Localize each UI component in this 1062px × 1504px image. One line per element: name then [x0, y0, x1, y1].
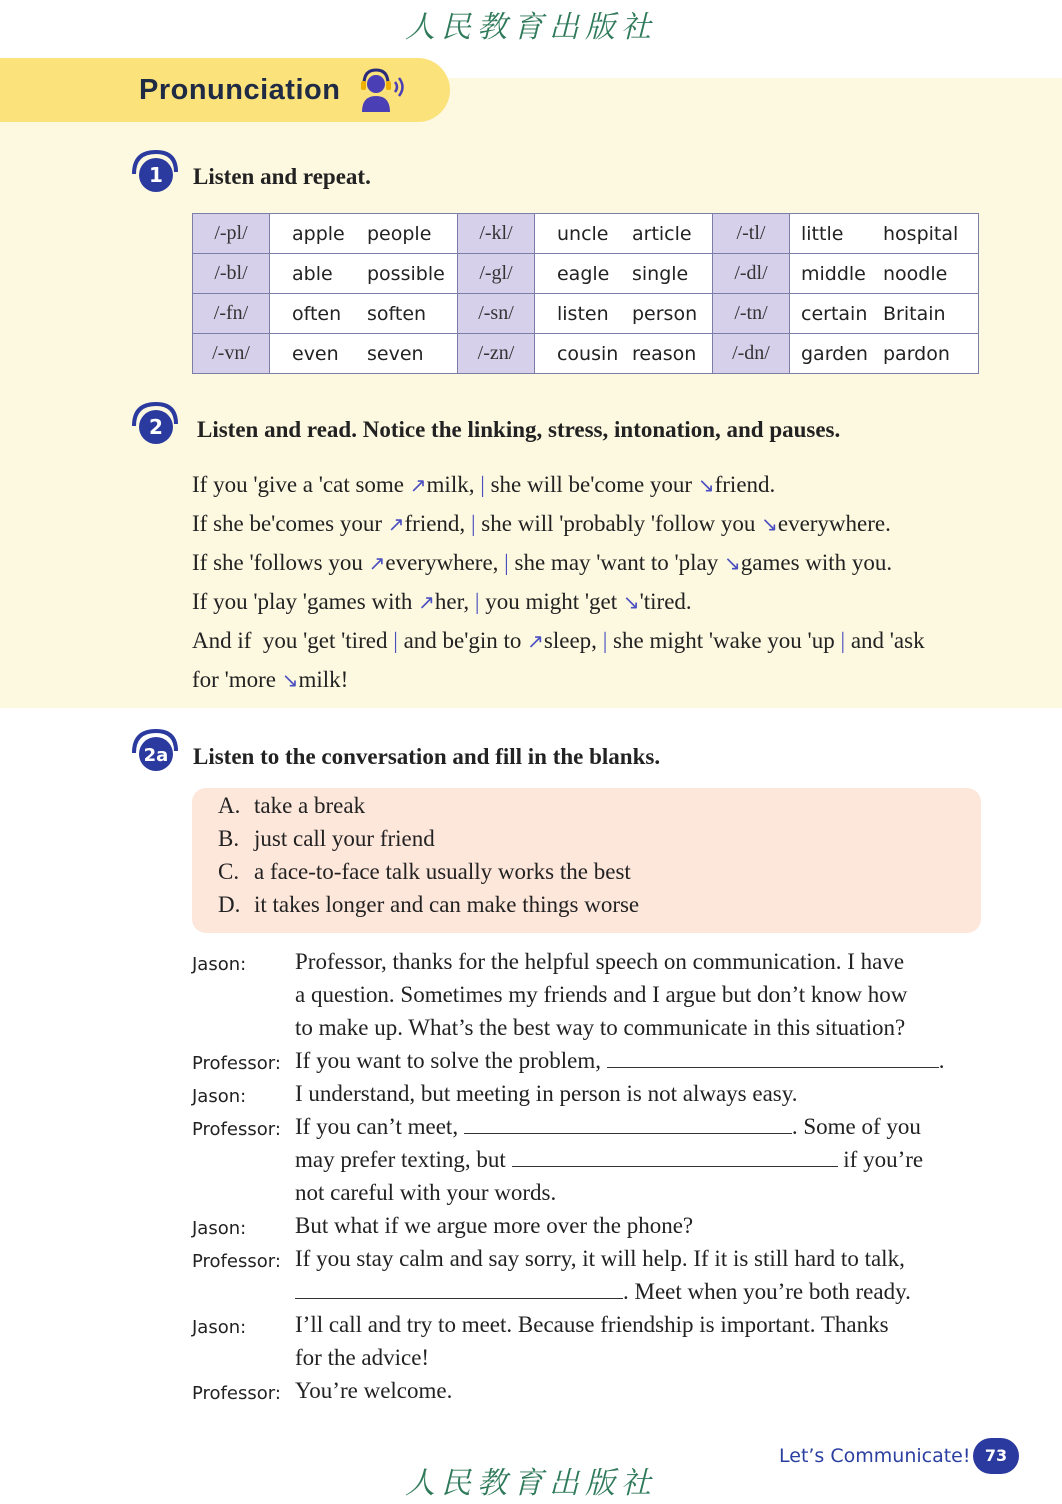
page-number: 73 [973, 1438, 1019, 1474]
sounds-table-row [193, 254, 979, 294]
phoneme-cell: /-fn/ [193, 294, 270, 334]
dialogue-line: If you can’t meet, . Some of you [295, 1114, 921, 1139]
example-words-cell [790, 214, 979, 254]
speaker-label: Professor: [192, 1383, 281, 1404]
dialogue-line: If you stay calm and say sorry, it will help. If it is still hard to talk, [295, 1246, 905, 1271]
example-word: person [631, 302, 698, 325]
footer-unit-title: Let’s Communicate! [779, 1445, 971, 1467]
publisher-logo-bottom: 人民教育出版社 [405, 1466, 657, 1501]
poem [192, 466, 925, 700]
phoneme-cell: /-zn/ [458, 334, 535, 374]
phoneme-cell: /-tl/ [712, 214, 789, 254]
option-c: C. a face-to-face talk usually works the best [218, 859, 631, 884]
example-words-cell [790, 334, 979, 374]
example-words-cell [534, 254, 712, 294]
rising-tone-icon: ↗ [527, 631, 544, 653]
dialogue-line: for the advice! [295, 1345, 430, 1370]
rising-tone-icon: ↗ [409, 475, 427, 497]
answer-blank[interactable] [464, 1115, 792, 1134]
option-d: D. it takes longer and can make things worse [218, 892, 640, 917]
options-box [192, 788, 981, 933]
example-word: uncle [556, 222, 609, 245]
phoneme-cell: /-bl/ [193, 254, 270, 294]
dialogue-line: If you want to solve the problem, . [295, 1048, 945, 1073]
task-2a-title: Listen to the conversation and fill in the blanks. [193, 744, 661, 769]
headset-icon [356, 68, 408, 114]
example-word: often [292, 302, 342, 325]
example-word: article [631, 222, 692, 245]
phoneme-cell: /-gl/ [458, 254, 535, 294]
example-word: able [292, 262, 333, 285]
example-words-cell [790, 254, 979, 294]
svg-text:1: 1 [149, 163, 163, 187]
dialogue-line: may prefer texting, but if you’re [295, 1147, 924, 1172]
pause-bar: | [504, 550, 509, 575]
example-word: seven [367, 342, 424, 365]
poem-line-3: If she 'follows you ↗everywhere, | she may 'want to 'play ↘games with you. [192, 550, 893, 575]
phoneme-cell: /-sn/ [458, 294, 535, 334]
sounds-table-row [193, 214, 979, 254]
example-word: middle [801, 262, 866, 285]
sounds-table-row [193, 334, 979, 374]
task-2-badge-icon [130, 400, 178, 448]
phoneme-cell: /-tn/ [712, 294, 789, 334]
task-1-badge-icon [130, 148, 178, 196]
poem-line-6: for 'more ↘milk! [192, 667, 349, 692]
pause-bar: | [480, 472, 485, 497]
phoneme-cell: /-pl/ [193, 214, 270, 254]
speaker-label: Jason: [192, 954, 247, 975]
phoneme-cell: /-vn/ [193, 334, 270, 374]
example-word: noodle [883, 262, 948, 285]
speaker-label: Professor: [192, 1119, 281, 1140]
falling-tone-icon: ↘ [724, 553, 741, 575]
rising-tone-icon: ↗ [368, 553, 386, 575]
publisher-logo-top: 人民教育出版社 [405, 10, 657, 45]
example-words-cell [534, 214, 712, 254]
poem-line-4: If you 'play 'games with ↗her, | you might 'get ↘'tired. [192, 589, 692, 614]
pause-bar: | [393, 628, 398, 653]
example-word: soften [367, 302, 427, 325]
example-words-cell [270, 254, 458, 294]
example-word: pardon [883, 342, 950, 365]
example-word: certain [801, 302, 868, 325]
falling-tone-icon: ↘ [281, 670, 299, 692]
rising-tone-icon: ↗ [387, 514, 405, 536]
falling-tone-icon: ↘ [697, 475, 715, 497]
example-words-cell [270, 334, 458, 374]
rising-tone-icon: ↗ [418, 592, 435, 614]
pause-bar: | [602, 628, 608, 653]
example-words-cell [270, 294, 458, 334]
dialogue-line: . Meet when you’re both ready. [295, 1279, 911, 1305]
example-word: single [631, 262, 689, 285]
answer-blank[interactable] [512, 1148, 838, 1167]
phoneme-cell: /-dl/ [712, 254, 789, 294]
dialogue-line: not careful with your words. [295, 1180, 557, 1205]
poem-line-2: If she be'comes your ↗friend, | she will 'probably 'follow you ↘everywhere. [192, 511, 891, 536]
svg-text:2: 2 [149, 415, 163, 439]
pause-bar: | [840, 628, 846, 653]
example-word: people [367, 222, 432, 245]
example-word: apple [292, 222, 345, 245]
example-words-cell [534, 334, 712, 374]
dialogue-line: to make up. What’s the best way to communicate in this situation? [295, 1015, 906, 1040]
task-1-title: Listen and repeat. [193, 164, 371, 189]
example-word: cousin [556, 342, 619, 365]
svg-text:2a: 2a [143, 745, 169, 766]
task-2-title: Listen and read. Notice the linking, stress, intonation, and pauses. [197, 417, 841, 442]
poem-line-1: If you 'give a 'cat some ↗milk, | she will be'come your ↘friend. [192, 472, 776, 497]
example-word: reason [631, 342, 697, 365]
sounds-table-row [193, 294, 979, 334]
option-a: A. take a break [218, 793, 366, 818]
example-words-cell [790, 294, 979, 334]
answer-blank[interactable] [607, 1049, 939, 1068]
task-2a-badge-icon [130, 727, 178, 775]
example-word: hospital [883, 222, 959, 245]
answer-blank[interactable] [295, 1280, 623, 1299]
speaker-label: Jason: [192, 1218, 247, 1239]
falling-tone-icon: ↘ [761, 514, 778, 536]
example-word: little [801, 222, 844, 245]
sounds-table [192, 213, 979, 374]
speaker-label: Professor: [192, 1053, 281, 1074]
dialogue-line: a question. Sometimes my friends and I argue but don’t know how [295, 982, 908, 1007]
dialogue-line: I understand, but meeting in person is not always easy. [295, 1081, 798, 1106]
dialogue-line: I’ll call and try to meet. Because friendship is important. Thanks [295, 1312, 889, 1337]
phoneme-cell: /-kl/ [458, 214, 535, 254]
speaker-label: Jason: [192, 1086, 247, 1107]
dialogue-line: You’re welcome. [295, 1378, 453, 1403]
example-word: listen [556, 302, 609, 325]
example-words-cell [534, 294, 712, 334]
example-word: even [292, 342, 339, 365]
dialogue-line: But what if we argue more over the phone? [295, 1213, 694, 1238]
section-title: Pronunciation [139, 74, 341, 106]
poem-line-5: And if you 'get 'tired | and be'gin to ↗sleep, | she might 'wake you 'up | and 'ask [192, 628, 925, 653]
example-word: possible [367, 262, 445, 285]
example-word: garden [801, 342, 868, 365]
example-word: Britain [883, 302, 946, 325]
example-word: eagle [556, 262, 610, 285]
phoneme-cell: /-dn/ [712, 334, 789, 374]
pause-bar: | [474, 589, 480, 614]
speaker-label: Jason: [192, 1317, 247, 1338]
example-words-cell [270, 214, 458, 254]
speaker-label: Professor: [192, 1251, 281, 1272]
dialogue-line: Professor, thanks for the helpful speech on communication. I have [295, 949, 905, 974]
falling-tone-icon: ↘ [622, 592, 640, 614]
pause-bar: | [470, 511, 476, 536]
option-b: B. just call your friend [218, 826, 435, 851]
